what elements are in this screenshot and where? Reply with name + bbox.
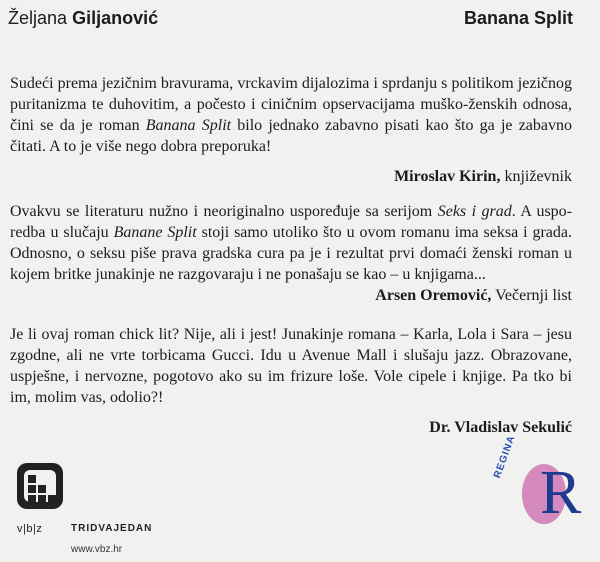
quote-attribution: Arsen Oremović, Večernji list: [375, 287, 572, 304]
quote-text: Ovakvu se literaturu nužno i neoriginalno uspoređuje sa serijom Seks i grad. A usporedba u slučaju Banane Split stoji samo utoliko što u ovom romanu ima seksa i grada. Odnosno, o seksu piše prava gradska cura pa je i rezultat prvi domaći ženski roman u kojem britke junakinje ne razgovaraju i ne ponašaju se kao – u knjigama...: [10, 203, 573, 283]
publisher-logo-text: v|b|z: [17, 523, 43, 535]
quote-attribution: Dr. Vladislav Sekulić: [429, 419, 572, 436]
quote-text: Sudeći prema jezičnim bravurama, vrckavim dijalozima i sprdanju s politikom jezičnog puritanizma te duhovitim, a počesto i ciničnim opservacijama muško-ženskih odnosa, čini se da je roman Banana Split bilo jednako zabavno pisati kao što ga je zabavno čitati. A to je više nego dobra preporuka!: [10, 75, 572, 155]
book-title: Banana Split: [463, 8, 573, 28]
author-name: [8, 8, 158, 29]
vbz-logo-icon: [17, 463, 63, 509]
review-quote-1: [10, 73, 572, 187]
imprint-name: TRIDVAJEDAN: [71, 523, 153, 534]
publisher-url: www.vbz.hr: [71, 544, 123, 555]
author-first-name: Željana: [8, 8, 68, 28]
quote-text: Je li ovaj roman chick lit? Nije, ali i jest! Junakinje romana – Karla, Lola i Sara – jesu zgodne, ali ne vrte torbicama Gucci. Idu u Avenue Mall i slušaju jazz. Obrazovane, uspješne, i nervozne, pogotovo ako su im frizure loše. Vole cipele i knjige. Pa tko bi im, molim vas, odolio?!: [10, 326, 572, 406]
author-last-name: Giljanović: [72, 8, 159, 28]
regina-logo: [492, 433, 590, 550]
review-quote-3: [10, 324, 572, 438]
review-quote-2: [10, 201, 572, 306]
quote-attribution: Miroslav Kirin, književnik: [394, 168, 572, 185]
regina-letter: R: [540, 459, 582, 527]
regina-label: REGINA: [492, 433, 518, 480]
